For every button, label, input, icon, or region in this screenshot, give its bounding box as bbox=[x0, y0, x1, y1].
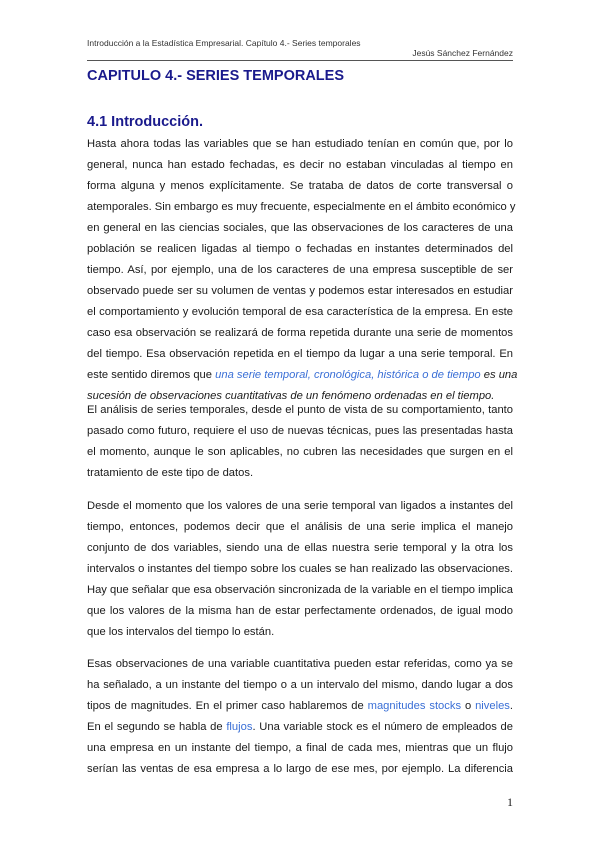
paragraph-2 bbox=[87, 400, 513, 484]
paragraph-line bbox=[87, 365, 518, 386]
term-highlight: niveles bbox=[475, 700, 510, 712]
paragraph-line: ha señalado, a un instante del tiempo o a un intervalo del mismo, dando lugar a dos bbox=[87, 679, 513, 691]
definition-text: sucesión de observaciones cuantitativas de un fenómeno ordenadas en el tiempo. bbox=[87, 390, 495, 402]
line-text: tipos de magnitudes. En el primer caso hablaremos de bbox=[87, 700, 368, 712]
paragraph-line: una empresa en un instante del tiempo, a final de cada mes, mientras que un flujo bbox=[87, 742, 513, 754]
paragraph-line: el comportamiento y evolución temporal de esa característica de la empresa. En este bbox=[87, 306, 513, 318]
paragraph-line: el momento, aunque le son aplicables, no cubren las necesidades que surgen en el bbox=[87, 446, 513, 458]
paragraph-line: conjunto de dos variables, siendo una de ellas nuestra serie temporal y la otra los bbox=[87, 542, 513, 554]
paragraph-line: tratamiento de este tipo de datos. bbox=[87, 467, 254, 479]
paragraph-line: Desde el momento que los valores de una serie temporal van ligados a instantes del bbox=[87, 500, 513, 512]
term-highlight: flujos bbox=[226, 721, 253, 733]
line-text: este sentido diremos que bbox=[87, 369, 216, 381]
paragraph-4 bbox=[87, 654, 513, 780]
line-text: . bbox=[509, 700, 513, 712]
paragraph-line: atemporales. Sin embargo es muy frecuente, especialmente en el ámbito económico y bbox=[87, 201, 516, 213]
paragraph-line: que los valores de la misma han de estar perfectamente ordenados, de igual modo bbox=[87, 605, 513, 617]
paragraph-1 bbox=[87, 134, 518, 407]
paragraph-line: que los intervalos del tiempo lo están. bbox=[87, 626, 275, 638]
paragraph-line bbox=[87, 696, 513, 717]
paragraph-line bbox=[87, 717, 513, 738]
line-text: o bbox=[461, 700, 476, 712]
running-header-author: Jesús Sánchez Fernández bbox=[412, 48, 513, 58]
paragraph-line: El análisis de series temporales, desde el punto de vista de su comportamiento, tanto bbox=[87, 404, 513, 416]
paragraph-line: tiempo. Así, por ejemplo, una de los caracteres de una empresa susceptible de ser bbox=[87, 264, 513, 276]
paragraph-line: del tiempo. Esa observación repetida en el tiempo da lugar a una serie temporal. En bbox=[87, 348, 513, 360]
paragraph-line: población se realicen ligadas al tiempo o fechadas en instantes determinados del bbox=[87, 243, 513, 255]
paragraph-line: observado puede ser su volumen de ventas y podemos estar interesados en estudiar bbox=[87, 285, 513, 297]
paragraph-line: Hay que señalar que esa observación sincronizada de la variable en el tiempo implica bbox=[87, 584, 513, 596]
paragraph-line: Hasta ahora todas las variables que se han estudiado tenían en común que, por lo bbox=[87, 138, 513, 150]
paragraph-line: intervalos o instantes del tiempo sobre los cuales se han realizado las observaciones. bbox=[87, 563, 513, 575]
definition-highlight: una serie temporal, cronológica, histórica o de tiempo bbox=[215, 369, 481, 381]
page-number: 1 bbox=[507, 795, 513, 809]
paragraph-line: caso esa observación se realizará de forma repetida durante una serie de momentos bbox=[87, 327, 513, 339]
paragraph-line: tiempo, entonces, podemos decir que el análisis de una serie implica el manejo bbox=[87, 521, 513, 533]
line-text: . Una variable stock es el número de empleados de bbox=[252, 721, 513, 733]
header-divider bbox=[87, 60, 513, 61]
term-highlight: magnitudes stocks bbox=[367, 700, 462, 712]
paragraph-line: Esas observaciones de una variable cuantitativa pueden estar referidas, como ya se bbox=[87, 658, 513, 670]
paragraph-line: forma alguna y menos explícitamente. Se trataba de datos de corte transversal o bbox=[87, 180, 513, 192]
paragraph-line: pasado como futuro, requiere el uso de nuevas técnicas, pues las presentadas hasta bbox=[87, 425, 513, 437]
running-header-title: Introducción a la Estadística Empresarial. Capítulo 4.- Series temporales bbox=[87, 38, 361, 48]
definition-text: es una bbox=[480, 369, 518, 381]
line-text: En el segundo se habla de bbox=[87, 721, 227, 733]
section-title: 4.1 Introducción. bbox=[87, 114, 204, 130]
paragraph-3 bbox=[87, 496, 513, 643]
chapter-title: CAPITULO 4.- SERIES TEMPORALES bbox=[87, 68, 344, 84]
paragraph-line: en general en las ciencias sociales, que las observaciones de los caracteres de una bbox=[87, 222, 513, 234]
paragraph-line: serían las ventas de esa empresa a lo largo de ese mes, por ejemplo. La diferencia bbox=[87, 763, 513, 775]
paragraph-line: general, nunca han estado fechadas, es decir no estaban vinculadas al tiempo en bbox=[87, 159, 513, 171]
